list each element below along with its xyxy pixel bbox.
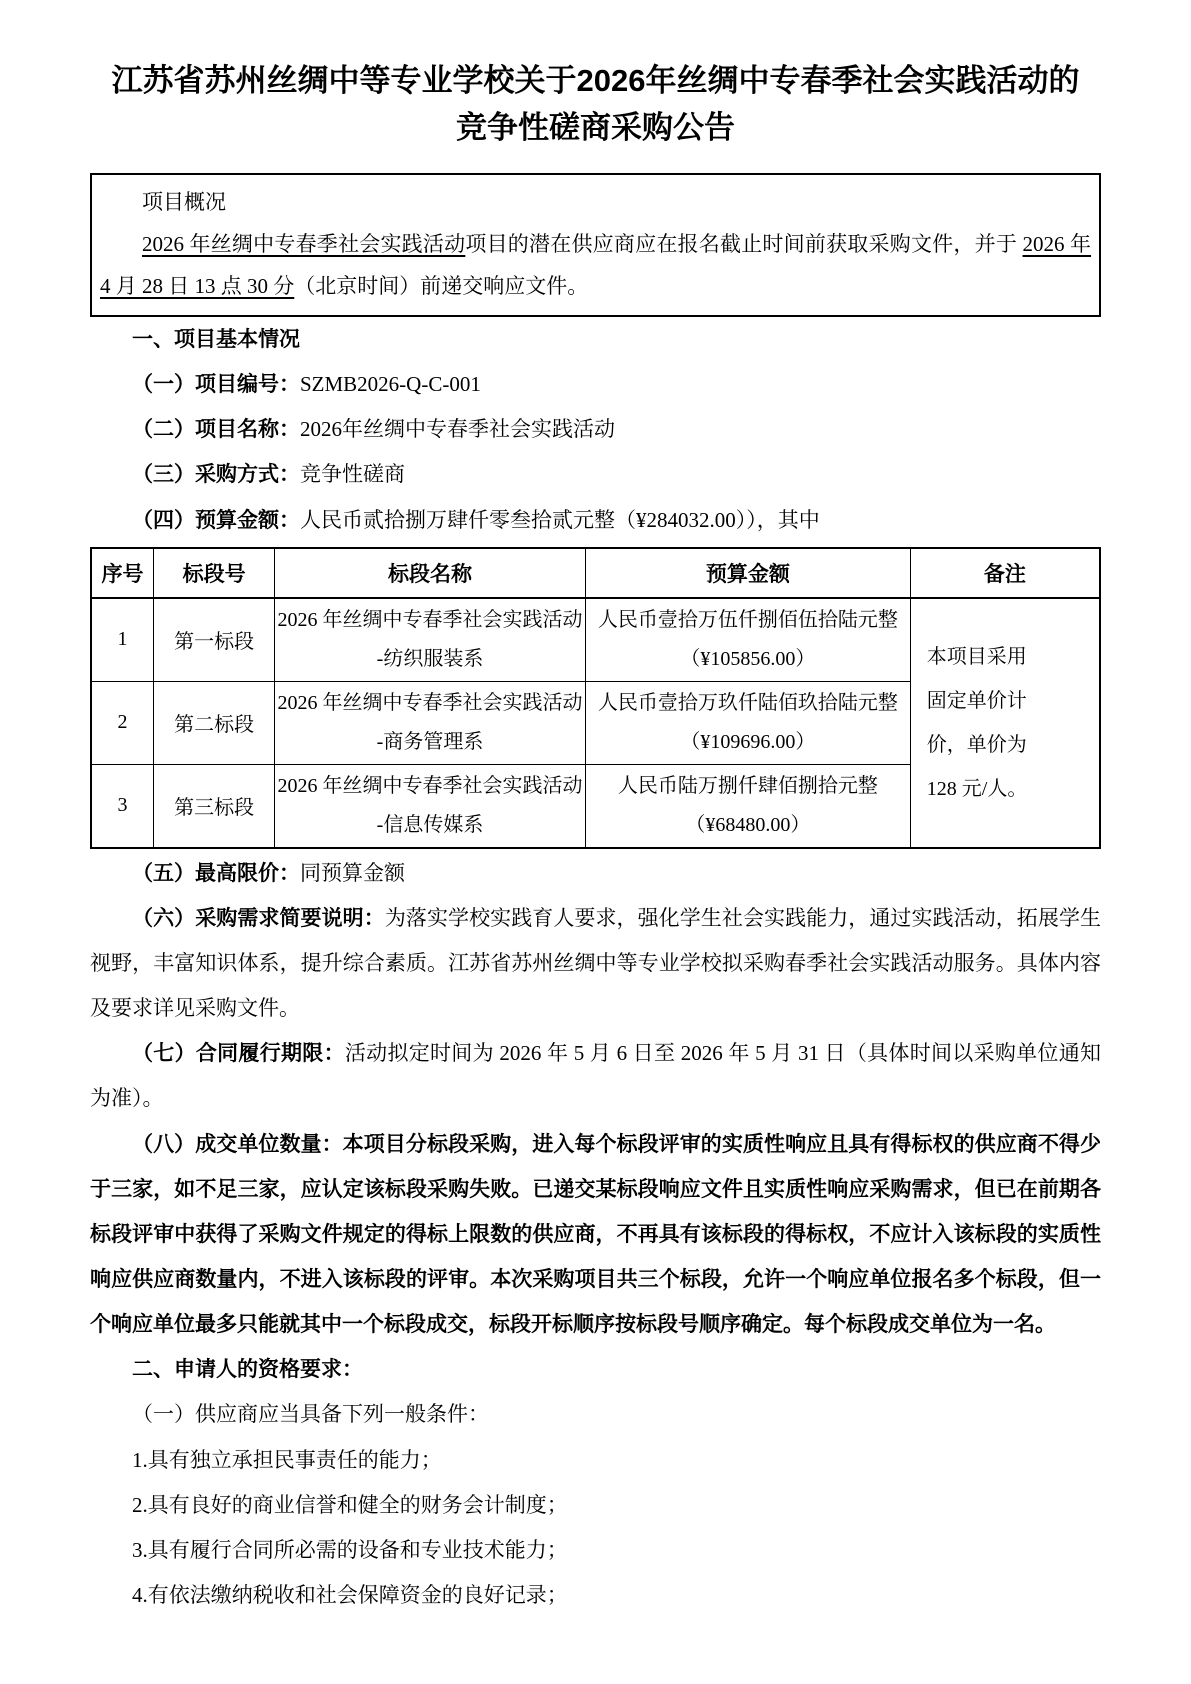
row1-budget [585,598,910,682]
row2-index: 2 [91,681,154,764]
project-overview-box [90,173,1101,317]
project-name-underline: 2026 年丝绸中专春季社会实践活动 [142,232,466,256]
row1-index: 1 [91,598,154,682]
condition-1: 1.具有独立承担民事责任的能力； [132,1447,442,1472]
row2-budget [585,681,910,764]
item-project-name [90,407,1101,452]
table-header-name: 标段名称 [275,548,586,598]
item-contract-period [90,1031,1101,1121]
item-project-number-value: SZMB2026-Q-C-001 [300,372,481,397]
row1-name-line1: 2026 年丝绸中专春季社会实践活动 [277,608,583,631]
section2-heading: 二、申请人的资格要求： [132,1358,363,1382]
item-requirement-summary [90,896,1101,1031]
table-header-lot: 标段号 [154,548,275,598]
table-header-row [91,548,1100,598]
row3-lot: 第三标段 [154,764,275,848]
item-project-name-label: （二）项目名称： [132,418,300,442]
item-project-number [90,362,1101,407]
row2-name-line1: 2026 年丝绸中专春季社会实践活动 [277,691,583,714]
table-header-index: 序号 [91,548,154,598]
item-max-price-value: 同预算金额 [300,860,405,885]
row3-name [275,764,586,848]
lots-table [90,547,1101,849]
overview-heading: 项目概况 [142,190,226,214]
row2-name [275,681,586,764]
row2-budget-line2: （¥109696.00） [680,730,816,753]
overview-text-2: （北京时间）前递交响应文件。 [294,274,589,298]
item-max-price [90,851,1101,896]
row1-name [275,598,586,682]
item-contract-period-value: 活动拟定时间为 2026 年 5 月 6 日至 2026 年 5 月 31 日（具体时间以采购单位通知为准）。 [90,1041,1102,1111]
row1-name-line2: -纺织服装系 [376,647,484,670]
item-budget-amount [90,498,1101,543]
table-row [91,598,1100,682]
condition-3: 3.具有履行合同所必需的设备和专业技术能力； [132,1537,568,1562]
item-award-count-value: 本项目分标段采购，进入每个标段评审的实质性响应且具有得标权的供应商不得少于三家，如不足三家，应认定该标段采购失败。已递交某标段响应文件且实质性响应采购需求，但已在前期各标段评审中获得了采购文件规定的得标上限数的供应商，不再具有该标段的得标权，不应计入该标段的实质性响应供应商数量内，不进入该标段的评审。本次采购项目共三个标段，允许一个响应单位报名多个标段，但一个响应单位最多只能就其中一个标段成交，标段开标顺序按标段号顺序确定。每个标段成交单位为一名。 [90,1132,1102,1337]
deadline-underline: 2026 年 4 月 28 日 13 点 30 分 [100,232,1092,298]
item-award-count-label: （八）成交单位数量： [132,1132,343,1156]
overview-paragraph [100,223,1091,307]
item-contract-period-label: （七）合同履行期限： [132,1042,345,1066]
condition-4: 4.有依法缴纳税收和社会保障资金的良好记录； [132,1582,568,1607]
overview-text-1: 项目的潜在供应商应在报名截止时间前获取采购文件，并于 [465,232,1023,256]
item-project-name-value: 2026年丝绸中专春季社会实践活动 [300,417,615,442]
item-procurement-method-value: 竞争性磋商 [300,462,405,487]
row3-name-line1: 2026 年丝绸中专春季社会实践活动 [277,774,583,797]
row1-budget-line1: 人民币壹拾万伍仟捌佰伍拾陆元整 [597,608,898,631]
item-max-price-label: （五）最高限价： [132,861,300,885]
item-requirement-summary-label: （六）采购需求简要说明： [132,906,385,930]
row3-budget [585,764,910,848]
condition-2: 2.具有良好的商业信誉和健全的财务会计制度； [132,1492,568,1517]
row2-budget-line1: 人民币壹拾万玖仟陆佰玖拾陆元整 [597,691,898,714]
item-project-number-label: （一）项目编号： [132,373,300,397]
item-budget-amount-label: （四）预算金额： [132,508,300,532]
row2-name-line2: -商务管理系 [376,730,484,753]
row3-budget-line2: （¥68480.00） [685,813,811,836]
row1-lot: 第一标段 [154,598,275,682]
supplier-conditions-intro: （一）供应商应当具备下列一般条件： [132,1402,489,1427]
item-award-count [90,1122,1101,1348]
row3-budget-line1: 人民币陆万捌仟肆佰捌拾元整 [617,774,878,797]
page-title-line2: 竞争性磋商采购公告 [456,109,735,145]
item-procurement-method [90,452,1101,497]
section1-heading: 一、项目基本情况 [132,328,300,351]
page-title-line1: 江苏省苏州丝绸中等专业学校关于2026年丝绸中专春季社会实践活动的 [111,63,1080,98]
table-header-budget: 预算金额 [585,548,910,598]
item-budget-amount-value: 人民币贰拾捌万肆仟零叁拾贰元整（¥284032.00）），其中 [300,507,820,532]
row3-name-line2: -信息传媒系 [376,813,484,836]
row2-lot: 第二标段 [154,681,275,764]
table-header-remark: 备注 [910,548,1100,598]
item-requirement-summary-value: 为落实学校实践育人要求，强化学生社会实践能力，通过实践活动，拓展学生视野，丰富知识体系，提升综合素质。江苏省苏州丝绸中等专业学校拟采购春季社会实践活动服务。具体内容及要求详见采购文件。 [90,905,1102,1021]
remark-cell [910,598,1100,848]
page-title [90,58,1101,151]
row1-budget-line2: （¥105856.00） [680,647,816,670]
remark-text: 本项目采用固定单价计价，单价为 128 元/人。 [926,645,1028,800]
item-procurement-method-label: （三）采购方式： [132,463,300,487]
row3-index: 3 [91,764,154,848]
